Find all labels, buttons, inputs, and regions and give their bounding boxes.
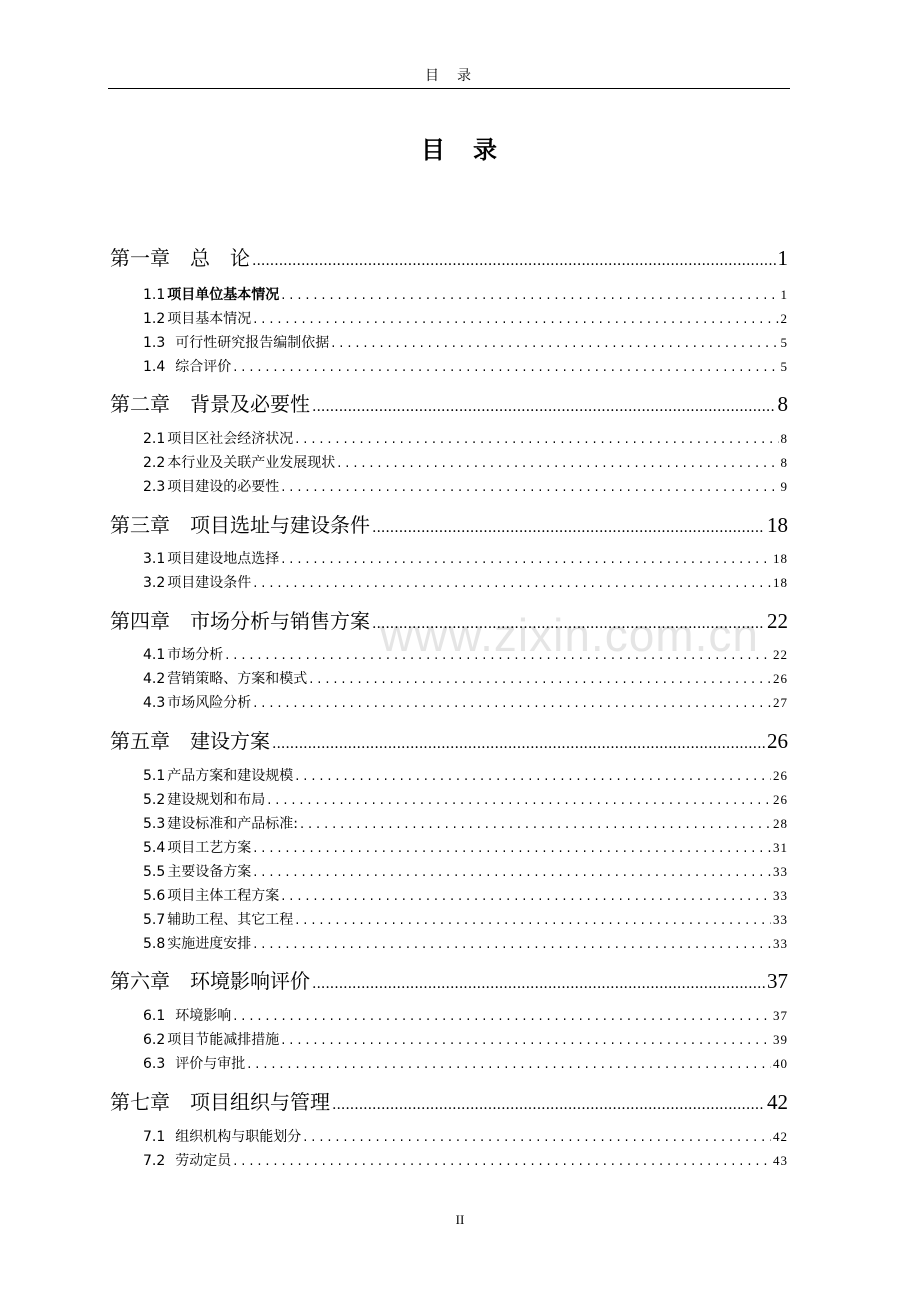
toc-section-5-4[interactable] bbox=[143, 837, 788, 857]
toc-section-4-1[interactable] bbox=[143, 644, 788, 664]
section-number: 2.2 bbox=[143, 455, 166, 471]
toc-section-2-2[interactable] bbox=[143, 452, 788, 472]
section-title: 项目建设地点选择 bbox=[167, 551, 280, 567]
toc-section-2-3[interactable] bbox=[143, 476, 788, 496]
dot-leader bbox=[225, 648, 771, 663]
page-number: 5 bbox=[780, 359, 788, 374]
page-number: 27 bbox=[773, 695, 788, 710]
section-number: 6.3 bbox=[143, 1056, 166, 1072]
dot-leader bbox=[247, 1057, 771, 1072]
dot-leader bbox=[300, 817, 771, 832]
section-number: 5.6 bbox=[143, 888, 166, 904]
toc-section-1-3[interactable] bbox=[143, 332, 788, 352]
watermark: www.zixin.com.cn bbox=[380, 609, 759, 661]
page-number: 9 bbox=[780, 479, 788, 494]
section-number: 6.1 bbox=[143, 1008, 166, 1024]
section-number: 6.2 bbox=[143, 1032, 166, 1048]
section-number: 1.3 bbox=[143, 335, 166, 351]
dot-leader bbox=[253, 312, 778, 327]
section-number: 4.1 bbox=[143, 647, 166, 663]
page-number: 37 bbox=[773, 1008, 788, 1023]
toc-section-1-4[interactable] bbox=[143, 356, 788, 376]
toc-section-3-2[interactable] bbox=[143, 572, 788, 592]
section-title: 建设标准和产品标准: bbox=[167, 816, 298, 832]
page-number: 2 bbox=[780, 311, 788, 326]
page-number: 8 bbox=[780, 455, 788, 470]
dot-leader bbox=[272, 736, 765, 752]
dot-leader bbox=[253, 937, 771, 952]
toc-section-6-2[interactable] bbox=[143, 1029, 788, 1049]
section-title: 可行性研究报告编制依据 bbox=[175, 335, 330, 351]
dot-leader bbox=[253, 576, 771, 591]
dot-leader bbox=[295, 432, 778, 447]
dot-leader bbox=[281, 480, 778, 495]
page-title: 目 录 bbox=[421, 136, 499, 164]
section-number: 1.4 bbox=[143, 359, 166, 375]
section-number: 1.2 bbox=[143, 311, 166, 327]
section-title: 营销策略、方案和模式 bbox=[167, 671, 308, 687]
page-number: 28 bbox=[773, 816, 788, 831]
chapter-title: 第三章 项目选址与建设条件 bbox=[110, 513, 370, 537]
section-title: 市场风险分析 bbox=[167, 695, 252, 711]
toc-section-4-2[interactable] bbox=[143, 668, 788, 688]
toc-chapter-4[interactable] bbox=[110, 605, 788, 634]
section-title: 项目主体工程方案 bbox=[167, 888, 280, 904]
section-title: 实施进度安排 bbox=[167, 936, 252, 952]
section-title: 评价与审批 bbox=[175, 1056, 246, 1072]
dot-leader bbox=[281, 288, 778, 303]
toc-section-5-3[interactable] bbox=[143, 813, 788, 833]
toc-chapter-3[interactable] bbox=[110, 509, 788, 538]
chapter-title: 第七章 项目组织与管理 bbox=[110, 1090, 330, 1114]
page-number: 31 bbox=[773, 840, 788, 855]
page-number: 1 bbox=[777, 246, 788, 270]
section-number: 3.2 bbox=[143, 575, 166, 591]
chapter-title: 第二章 背景及必要性 bbox=[110, 392, 310, 416]
toc-chapter-1[interactable] bbox=[110, 242, 788, 271]
section-number: 5.1 bbox=[143, 768, 166, 784]
dot-leader bbox=[332, 1097, 765, 1113]
toc-section-5-2[interactable] bbox=[143, 789, 788, 809]
section-title: 项目单位基本情况 bbox=[167, 287, 280, 303]
page-number: 1 bbox=[780, 287, 788, 302]
chapter-title: 第六章 环境影响评价 bbox=[110, 969, 310, 993]
section-title: 市场分析 bbox=[167, 647, 224, 663]
toc-section-6-3[interactable] bbox=[143, 1053, 788, 1073]
page-number: 26 bbox=[767, 729, 788, 753]
page-number: 33 bbox=[773, 936, 788, 951]
section-title: 辅助工程、其它工程 bbox=[167, 912, 294, 928]
section-title: 产品方案和建设规模 bbox=[167, 768, 294, 784]
dot-leader bbox=[233, 360, 778, 375]
chapter-title: 第四章 市场分析与销售方案 bbox=[110, 609, 370, 633]
page-number: 40 bbox=[773, 1056, 788, 1071]
section-number: 7.1 bbox=[143, 1129, 166, 1145]
dot-leader bbox=[233, 1154, 771, 1169]
section-number: 1.1 bbox=[143, 287, 166, 303]
page-number: 22 bbox=[767, 609, 788, 633]
page-number: 8 bbox=[780, 431, 788, 446]
page-number: 5 bbox=[780, 335, 788, 350]
section-number: 5.4 bbox=[143, 840, 166, 856]
section-title: 项目区社会经济状况 bbox=[167, 431, 294, 447]
toc-section-1-1[interactable] bbox=[143, 284, 788, 304]
page-number: 43 bbox=[773, 1153, 788, 1168]
dot-leader bbox=[253, 841, 771, 856]
dot-leader bbox=[233, 1009, 771, 1024]
page-number: 33 bbox=[773, 888, 788, 903]
dot-leader bbox=[337, 456, 778, 471]
page-number: 26 bbox=[773, 792, 788, 807]
page-number: 8 bbox=[777, 392, 788, 416]
dot-leader bbox=[253, 696, 771, 711]
chapter-title: 第五章 建设方案 bbox=[110, 729, 270, 753]
toc-chapter-2[interactable] bbox=[110, 388, 788, 417]
section-number: 5.3 bbox=[143, 816, 166, 832]
page-number: 26 bbox=[773, 768, 788, 783]
section-number: 4.2 bbox=[143, 671, 166, 687]
toc-section-2-1[interactable] bbox=[143, 428, 788, 448]
section-title: 本行业及关联产业发展现状 bbox=[167, 455, 336, 471]
page-number: 26 bbox=[773, 671, 788, 686]
dot-leader bbox=[252, 253, 776, 269]
toc-section-4-3[interactable] bbox=[143, 692, 788, 712]
page-number: 42 bbox=[773, 1129, 788, 1144]
toc-chapter-7[interactable] bbox=[110, 1086, 788, 1115]
page-number: 22 bbox=[773, 647, 788, 662]
section-title: 建设规划和布局 bbox=[167, 792, 266, 808]
section-title: 项目建设的必要性 bbox=[167, 479, 280, 495]
dot-leader bbox=[281, 1033, 771, 1048]
dot-leader bbox=[309, 672, 771, 687]
toc-section-5-6[interactable] bbox=[143, 885, 788, 905]
section-number: 5.2 bbox=[143, 792, 166, 808]
page-number: 42 bbox=[767, 1090, 788, 1114]
section-number: 2.3 bbox=[143, 479, 166, 495]
toc-chapter-6[interactable] bbox=[110, 965, 788, 994]
dot-leader bbox=[303, 1130, 771, 1145]
dot-leader bbox=[312, 976, 765, 992]
chapter-title: 第一章 总 论 bbox=[110, 246, 250, 270]
page-number: 18 bbox=[767, 513, 788, 537]
section-title: 项目建设条件 bbox=[167, 575, 252, 591]
dot-leader bbox=[372, 520, 765, 536]
toc-section-5-7[interactable] bbox=[143, 909, 788, 929]
section-number: 5.7 bbox=[143, 912, 166, 928]
toc-section-5-8[interactable] bbox=[143, 933, 788, 953]
section-title: 项目节能减排措施 bbox=[167, 1032, 280, 1048]
dot-leader bbox=[267, 793, 771, 808]
section-title: 劳动定员 bbox=[175, 1153, 232, 1169]
page-number: 37 bbox=[767, 969, 788, 993]
dot-leader bbox=[312, 399, 776, 415]
section-title: 项目工艺方案 bbox=[167, 840, 252, 856]
running-header: 目 录 bbox=[108, 66, 790, 89]
toc-section-3-1[interactable] bbox=[143, 548, 788, 568]
page-number: 33 bbox=[773, 912, 788, 927]
dot-leader bbox=[295, 913, 771, 928]
dot-leader bbox=[331, 336, 778, 351]
section-title: 主要设备方案 bbox=[167, 864, 252, 880]
section-number: 3.1 bbox=[143, 551, 166, 567]
page-number: 18 bbox=[773, 551, 788, 566]
toc-section-5-1[interactable] bbox=[143, 765, 788, 785]
section-title: 综合评价 bbox=[175, 359, 232, 375]
page-number: 18 bbox=[773, 575, 788, 590]
page-number: 39 bbox=[773, 1032, 788, 1047]
page-number: 33 bbox=[773, 864, 788, 879]
dot-leader bbox=[281, 552, 771, 567]
section-title: 组织机构与职能划分 bbox=[175, 1129, 302, 1145]
toc-section-1-2[interactable] bbox=[143, 308, 788, 328]
section-number: 5.5 bbox=[143, 864, 166, 880]
toc-section-7-2[interactable] bbox=[143, 1150, 788, 1170]
section-title: 环境影响 bbox=[175, 1008, 232, 1024]
toc-section-7-1[interactable] bbox=[143, 1126, 788, 1146]
dot-leader bbox=[253, 865, 771, 880]
section-title: 项目基本情况 bbox=[167, 311, 252, 327]
dot-leader bbox=[372, 616, 765, 632]
toc-chapter-5[interactable] bbox=[110, 725, 788, 754]
toc-section-6-1[interactable] bbox=[143, 1005, 788, 1025]
section-number: 4.3 bbox=[143, 695, 166, 711]
section-number: 5.8 bbox=[143, 936, 166, 952]
toc-section-5-5[interactable] bbox=[143, 861, 788, 881]
section-number: 2.1 bbox=[143, 431, 166, 447]
section-number: 7.2 bbox=[143, 1153, 166, 1169]
dot-leader bbox=[281, 889, 771, 904]
footer-page-number: II bbox=[455, 1212, 465, 1227]
dot-leader bbox=[295, 769, 771, 784]
